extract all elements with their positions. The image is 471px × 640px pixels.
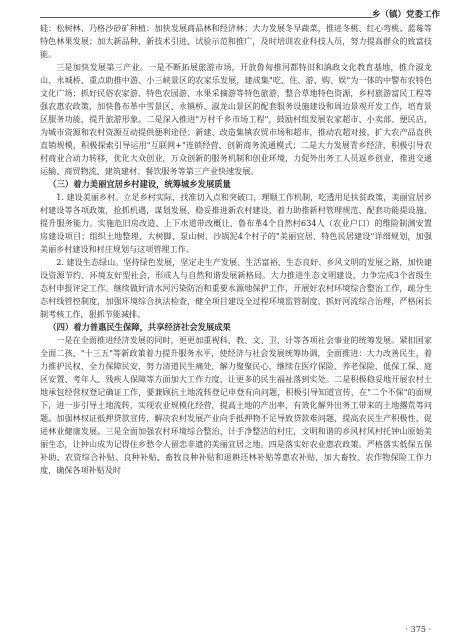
page-number: · 375 · [405,625,431,634]
header-rule [40,17,372,18]
paragraph: 2. 建设生态绿山。坚持绿色发展，坚定走生产发展、生活富裕、生态良好、乡风文明的发展之路，加快建设资源节约、环境友好型社会，形成人与自然和谐发展新格局。大力推进生态文明建设，力争完成3个省级生态村申报评定工作。继续做好清水河污染防治和重要水源地保护工作，开展好农村环境综合整治工作，疏分生态村线管控制度，加强环境综合执法检查，健全项目建设全过程环境监管制度，抓好河流综合治理，严格闲长制考核工作，狠抓节能减排。 [40,257,432,319]
paragraph: 1. 建设美丽乡村。立足乡村实际，找准切入点和突破口，理顺工作机制，吃透用足扶贫政策，美丽宜居乡村建设等各项政策，抢抓机遇，谋划发展，稳妥推进新农村建设，着力助推新村管理规范、配套功能提设施、提升服务能力。实施危旧房改造、上下水道带改概让、鲁布革4个自然村634人（农业户口）的维险制测安置房建设项目；组织土地整理、大树脚、泵山树、沙锅泥4个村子的"美丽宜居、特色民居建设"详细规划，加强美丽乡村建设和村庄规划与这项管理工作。 [40,192,432,254]
section-heading: （四）着力普惠民生保障，共享经济社会发展成果 [48,322,231,332]
section-label: 乡（镇）党委工作 [371,10,440,20]
paragraph: 硅：松树林、乃格沙砂矿种植：加快发展商品林和经济林；大力发展冬早蔬菜，推进冬桃、红心弯桃、蓝莓等特色林果发展；加大新品种、新技术引进、试验示范和推广，及时培训农业科技人员，努力提高群众的致富技能。 [40,23,432,59]
section-heading: （三）着力美丽宜居乡村建设，统筹城乡发展质量 [48,179,231,189]
body-text [40,22,432,612]
paragraph: 三是加快发展第三产业。一是不断拓展旅游市场，开放鲁甸推河都特旧和滇政文化教育基地，推介淑龙山、永城桥、重点助推中游、小三峡景区的农家乐发展，建成集"吃、住、游、购、娱"为一体的中警布农特色文化广场；抓好民俗农家游、特色农园游、水果采摘游等特色旅游，整合草地特色资源，乡村旅游富民工程等强农惠农政策，加快鲁布革中雪景区、永镇桥、淑龙山景区的配套服务设施建设和周边景观开发工作，培育景区服务功能，提升旅游形象。二是深入推进"万村千乡市场工程"，鼓励村组发展农家超市、小卖部、便民店，为城市资源和农村资源互动提供便利途径；新建、改造集镇农贸市场和超市，推动农超对接，扩大农产品直供直销规模，积极探索引导运用"互联网+"连锁经营、创新商务流通模式；二是大力发展青乡经济，积极引导农村商业合动力转移，优化大众创业，万众创新的服务机制和创业环境，力促外出务工人员返乡创业，推进交通运输、商贸物流、建筑建材、餐饮服务等第三产业快速发展。 [40,62,432,176]
paragraph: 一是在全面推进经济发展的同时，更更加重视科、教、文、卫、计等各项社会事业的统筹发展。紧扣国家全面二孩、"十三五"等新政策着力提升服务水平，使经济与社会发展统筹协调，全面推进：大力改善民生，着力推护民权，全力保障民安，努力清道民生痛处，解力聚聚民心，继续在医疗保险、养老保险、低保工保、庭区安置、考年人、残疾人保障等方面加大工作力度，让更多的民生福祉落到实处。二是积极稳妥地开展农村土地承包经营权登记确证工作，要兼顾抗土地流转登记申登有向问题，积极引导知道宣传，在"二个不保"的面规下，进一步引导土地流转，实现农业规模化经营，提高土地的产出率，有效化解外出务工带来的土地撂荒等问题。加强林权证抵押贷款宣传，解决农村发展产业向手抵押物不足导致贷款难问题，提高农民生产积极性，促进林业健康发展。三是全面加强农村环境综合整治，计手净整洁的村庄，文明和谐的乡风村风村托钟山原始美丽生态，让钟山成为记得住乡愁令人留恋非遗的美丽宜居之地。四是落实好农业惠农政策。严格落实低保五保补助、农资综合补贴、良种补贴、畜牧良种补贴和退耕还林补贴等惠农补贴，加大畜牧、农作物保险工作力度，确保各项补贴及时 [40,335,432,475]
